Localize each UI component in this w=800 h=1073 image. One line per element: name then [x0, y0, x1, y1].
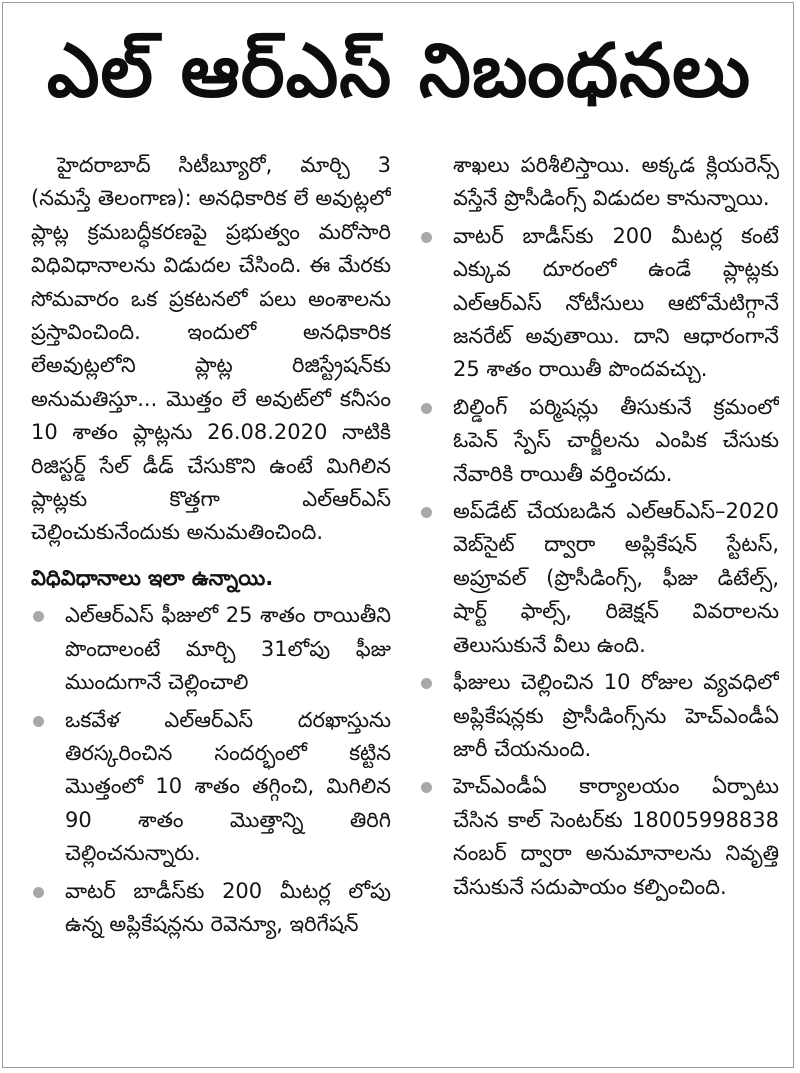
list-item: వాటర్ బాడీస్‌కు 200 మీటర్ల లోపు ఉన్న అప్లికేషన్లను రెవెన్యూ, ఇరిగేషన్: [31, 875, 391, 942]
bullet-icon: [421, 782, 432, 793]
list-item: హెచ్ఎండీఏ కార్యాలయం ఏర్పాటు చేసిన కాల్ సెంటర్‌కు 18005998838 నంబర్ ద్వారా అనుమానాలను నివృత్తి చేసుకునే సదుపాయం కల్పించింది.: [419, 770, 779, 904]
list-item: వాటర్ బాడీస్‌కు 200 మీటర్ల కంటే ఎక్కువ దూరంలో ఉండే ప్లాట్లకు ఎల్ఆర్ఎస్ నోటీసులు ఆటోమేటిగ్గానే జనరేట్ అవుతాయి. దాని ఆధారంగానే 25 శాతం రాయితీ పొందవచ్చు.: [419, 220, 779, 387]
intro-paragraph: హైదరాబాద్ సిటీబ్యూరో, మార్చి 3 (నమస్తే తెలంగాణ): అనధికారిక లే అవుట్లలో ప్లాట్ల క్రమబద్ధీకరణపై ప్రభుత్వం మరోసారి విధివిధానాలను విడుదల చేసింది. ఈ మేరకు సోమవారం ఒక ప్రకటనలో పలు అంశాలను ప్రస్తావించింది. ఇందులో అనధికారిక లేఅవుట్లలోని ప్లాట్ల రిజిస్ట్రేషన్‌కు అనుమతిస్తూ... మొత్తం లే అవుట్‌లో కనీసం 10 శాతం ప్లాట్లను 26.08.2020 నాటికి రిజిస్టర్డ్ సేల్ డీడ్ చేసుకొని ఉంటే మిగిలిన ప్లాట్లకు కొత్తగా ఎల్ఆర్ఎస్ చెల్లించుకునేందుకు అనుమతించింది.: [31, 153, 391, 545]
list-item: ఎల్ఆర్ఎస్ ఫీజులో 25 శాతం రాయితీని పొందాలంటే మార్చి 31లోపు ఫీజు ముందుగానే చెల్లించాలి: [31, 599, 391, 699]
bullet-icon: [421, 507, 432, 518]
list-item: ఫీజులు చెల్లించిన 10 రోజుల వ్యవధిలో అప్లికేషన్లకు ప్రొసీడింగ్స్‌ను హెచ్ఎండీఏ జారీ చేయనుంది.: [419, 666, 779, 766]
bullet-icon: [33, 611, 44, 622]
rules-list-right: [419, 220, 779, 904]
bullet-icon: [421, 678, 432, 689]
list-item: ఒకవేళ ఎల్ఆర్ఎస్ దరఖాస్తును తిరస్కరించిన సందర్భంలో కట్టిన మొత్తంలో 10 శాతం తగ్గించి, మిగిలిన 90 శాతం మొత్తాన్ని తిరిగి చెల్లించనున్నారు.: [31, 704, 391, 871]
rules-list-left: [31, 599, 391, 941]
right-column: [419, 149, 779, 1049]
bullet-icon: [421, 403, 432, 414]
rules-subheading: విధివిధానాలు ఇలా ఉన్నాయి.: [31, 565, 274, 590]
news-clipping: [2, 2, 794, 1068]
continued-item-text: శాఖలు పరిశీలిస్తాయి. అక్కడ క్లియరెన్స్ వస్తేనే ప్రొసీడింగ్స్ విడుదల కానున్నాయి.: [453, 153, 779, 211]
list-item: అప్‌డేట్ చేయబడిన ఎల్ఆర్ఎస్–2020 వెబ్‌సైట్ ద్వారా అప్లికేషన్ స్టేటస్, అప్రూవల్ (ప్రొసీడింగ్స్, ఫీజు డిటేల్స్, షార్ట్ ఫాల్స్, రిజెక్షన్ వివరాలను తెలుసుకునే వీలు ఉంది.: [419, 495, 779, 662]
list-item: బిల్డింగ్ పర్మిషన్లు తీసుకునే క్రమంలో ఓపెన్ స్పేస్ చార్జీలను ఎంపిక చేసుకు నేవారికి రాయితీ వర్తించదు.: [419, 391, 779, 491]
bullet-icon: [33, 887, 44, 898]
headline: ఎల్ ఆర్ఎస్ నిబంధనలు: [46, 28, 752, 114]
bullet-icon: [33, 716, 44, 727]
left-column: [31, 149, 391, 1049]
bullet-icon: [421, 232, 432, 243]
